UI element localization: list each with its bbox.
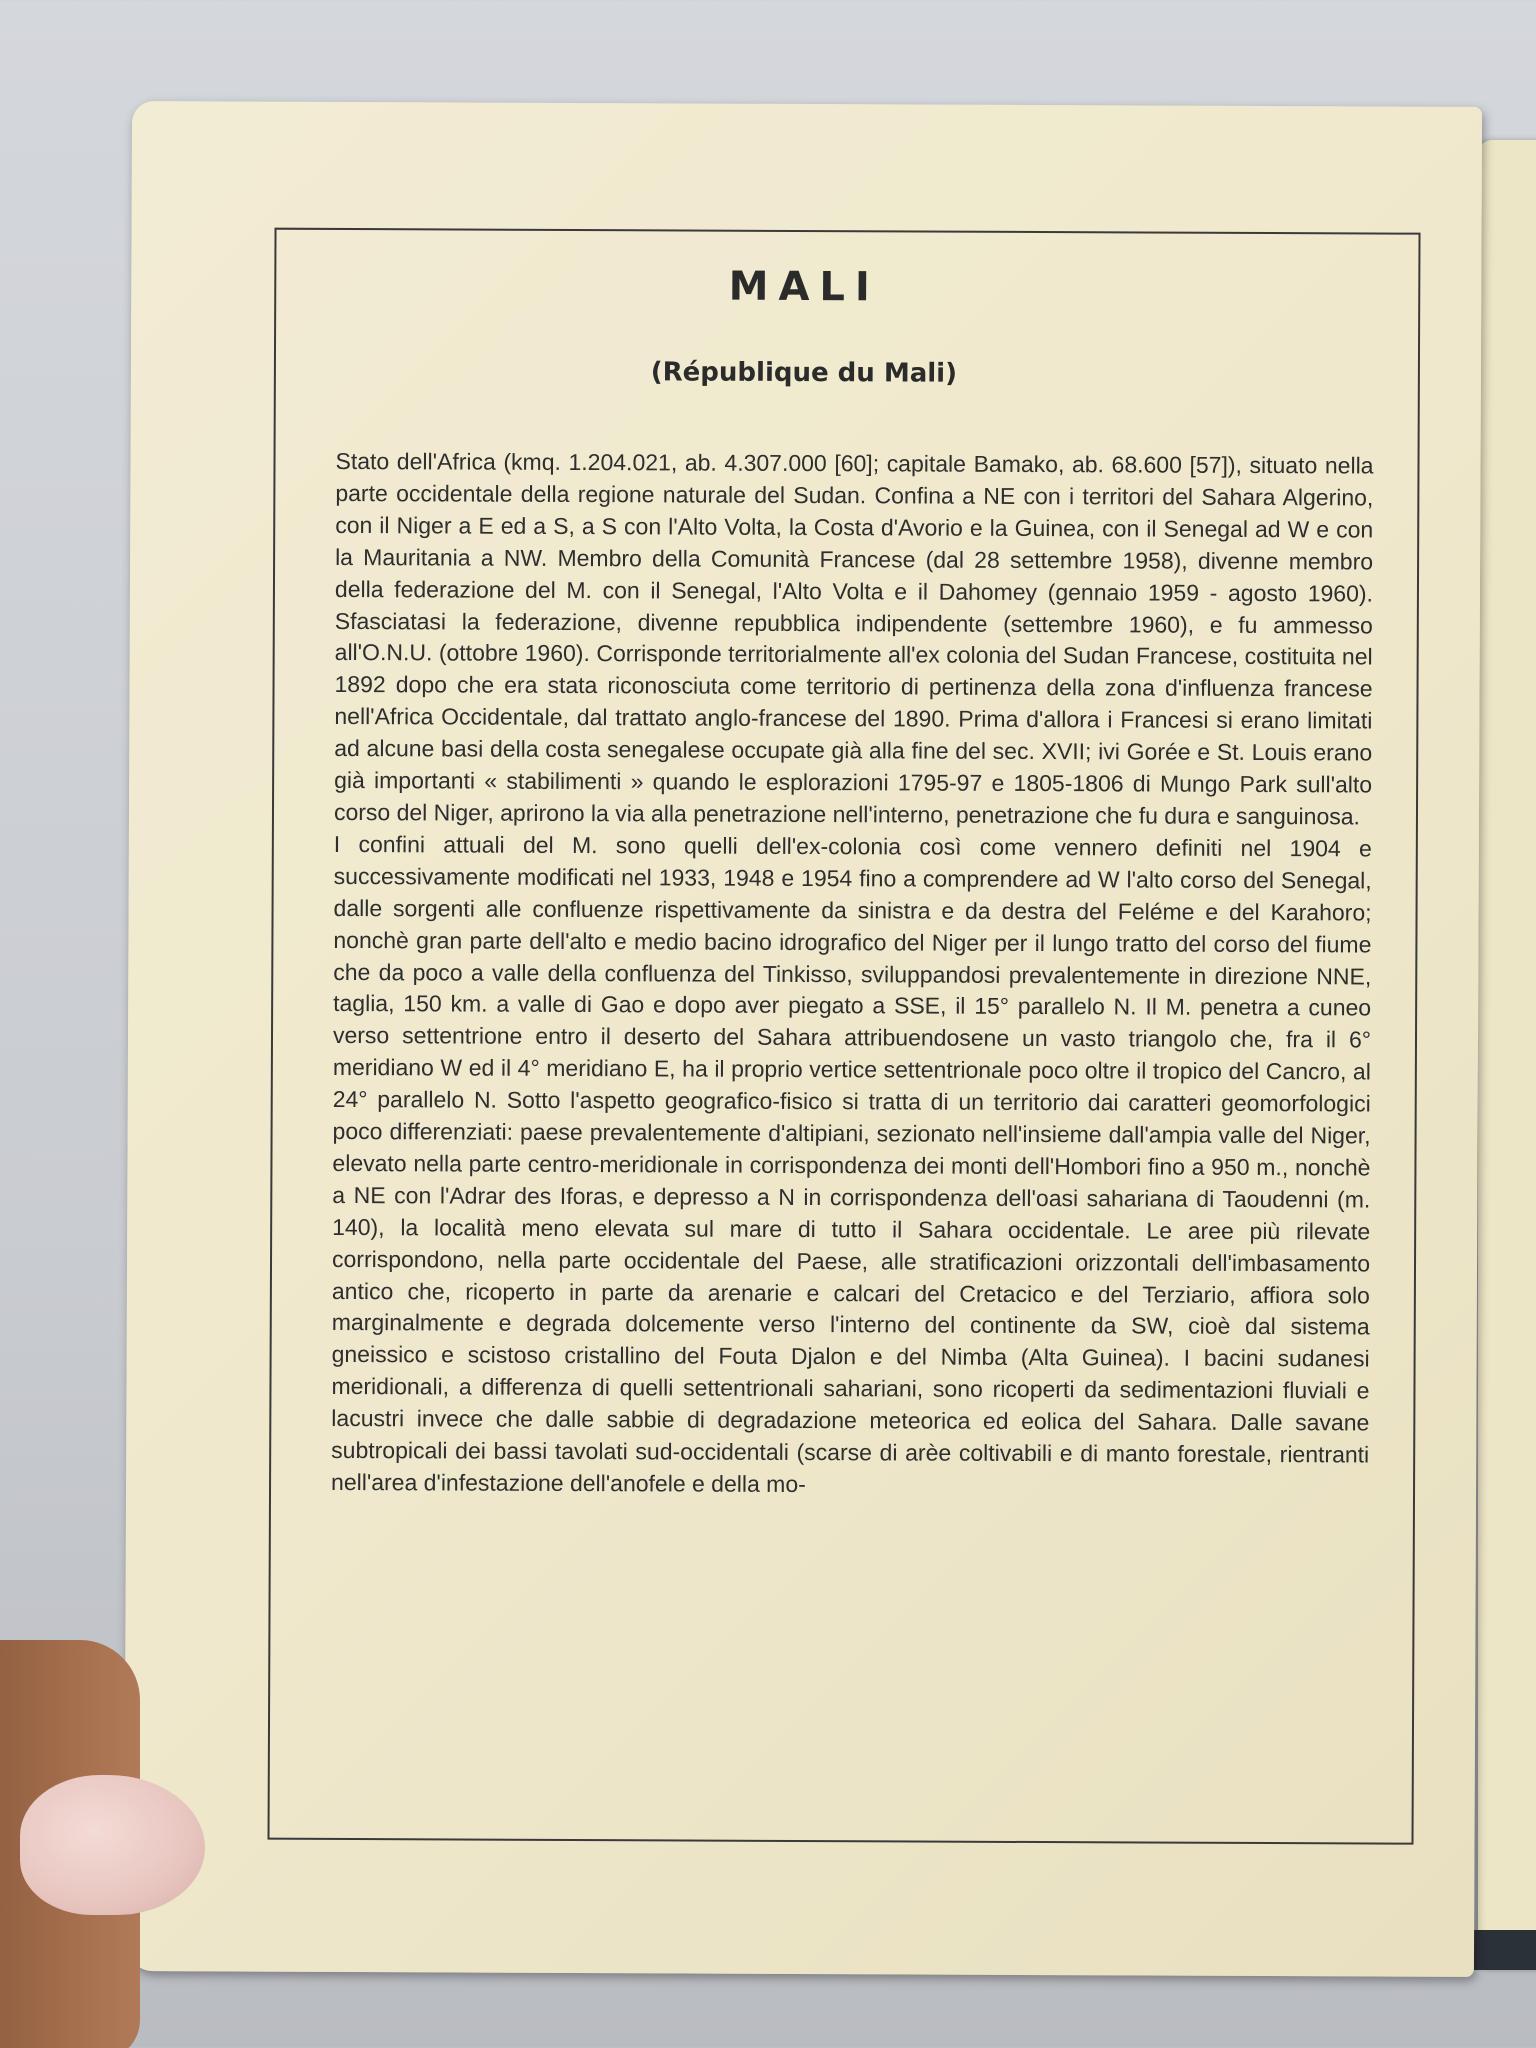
adjacent-page-edge bbox=[1478, 140, 1536, 1970]
page-title: MALI bbox=[728, 263, 880, 311]
book-page bbox=[124, 101, 1482, 1977]
paragraph-2: I confini attuali del M. sono quelli dell'ex-colonia così come vennero definiti nel 1904 e successivamente modificati nel 1933, 1948 e 1954 fino a comprendere ad W l'alto corso del Senegal, dalle sorgenti alle confluenze rispettivamente da sinistra e da destra del Feléme e del Karahoro; nonchè gran parte dell'alto e medio bacino idrografico del Niger per il lungo tratto del corso del fiume che da poco a valle della confluenza del Tinkisso, sviluppandosi prevalentemente in direzione NNE, taglia, 150 km. a valle di Gao e dopo aver piegato a SSE, il 15° parallelo N. Il M. penetra a cuneo verso settentrione entro il deserto del Sahara attribuendosene un vasto triangolo che, fra il 6° meridiano W ed il 4° meridiano E, ha il proprio vertice settentrionale poco oltre il tropico del Cancro, al 24° parallelo N. Sotto l'aspetto geografico-fisico si tratta di un territorio dai caratteri geomorfologici poco differenziati: paese prevalentemente d'altipiani, sezionato nell'insieme dall'ampia valle del Niger, elevato nella parte centro-meridionale in corrispondenza dei monti dell'Hombori fino a 950 m., nonchè a NE con l'Adrar des Iforas, e depresso a N in corrispondenza dell'oasi sahariana di Taoudenni (m. 140), la località meno elevata sul mare di tutto il Sahara occidentale. Le aree più rilevate corrispondono, nella parte occidentale del Paese, alle stratificazioni orizzontali dell'imbasamento antico che, ricoperto in parte da arenarie e calcari del Cretacico e del Terziario, affiora solo marginalmente e degrada dolcemente verso l'interno del continente da SW, cioè dal sistema gneissico e scistoso cristallino del Fouta Djalon e del Nimba (Alta Guinea). I bacini sudanesi meridionali, a differenza di quelli settentrionali sahariani, sono ricoperti da sedimentazioni fluviali e lacustri invece che dalle sabbie di degradazione meteorica ed eolica del Sahara. Dalle savane subtropicali dei bassi tavolati sud-occidentali (scarse di arèe coltivabili e di manto forestale, rientranti nell'area d'infestazione dell'anofele e della mo- bbox=[331, 830, 1372, 1498]
book-spine bbox=[1468, 1930, 1536, 1970]
page-subtitle: (République du Mali) bbox=[650, 357, 958, 389]
fingernail bbox=[20, 1775, 205, 1915]
paragraph-1: Stato dell'Africa (kmq. 1.204.021, ab. 4.307.000 [60]; capitale Bamako, ab. 68.600 [57]), situato nella parte occidentale della regione naturale del Sudan. Confina a NE con i territori del Sahara Algerino, con il Niger a E ed a S, a S con l'Alto Volta, la Costa d'Avorio e la Guinea, con il Senegal ad W e con la Mauritania a NW. Membro della Comunità Francese (dal 28 settembre 1958), divenne membro della federazione del M. con il Senegal, l'Alto Volta e il Dahomey (gennaio 1959 - agosto 1960). Sfasciatasi la federazione, divenne repubblica indipendente (settembre 1960), e fu ammesso all'O.N.U. (ottobre 1960). Corrisponde territorialmente all'ex colonia del Sudan Francese, costituita nel 1892 dopo che era stata riconosciuta come territorio di pertinenza della zona d'influenza francese nell'Africa Occidentale, dal trattato anglo-francese del 1890. Prima d'allora i Francesi si erano limitati ad alcune basi della costa senegalese occupate già alla fine del sec. XVII; ivi Gorée e St. Louis erano già importanti « stabilimenti » quando le esplorazioni 1795-97 e 1805-1806 di Mungo Park sull'alto corso del Niger, aprirono la via alla penetrazione nell'interno, penetrazione che fu dura e sanguinosa. bbox=[333, 447, 1374, 830]
body-text bbox=[331, 446, 1374, 1503]
